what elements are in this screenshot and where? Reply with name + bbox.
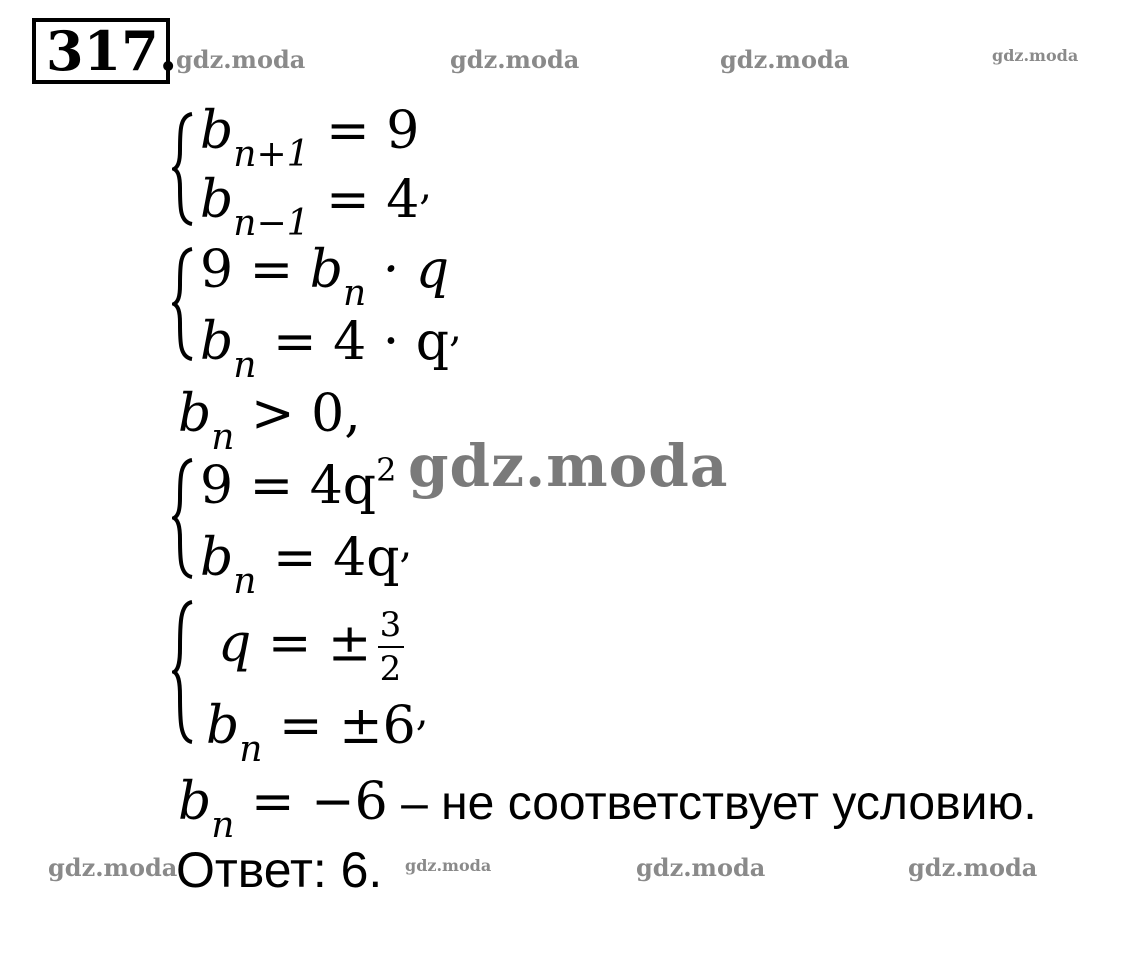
watermark: gdz.moda <box>405 856 492 875</box>
system4-line2: $b_n = \pm 6^,$ <box>206 689 429 770</box>
watermark: gdz.moda <box>636 853 766 882</box>
conclusion-line: $b_n = -6$ – не соответствует условию. <box>178 772 1037 846</box>
system4-line1: q = ± $\frac{3}{2}$ <box>218 608 404 686</box>
watermark: gdz.moda <box>176 45 306 74</box>
system1-line1: $b_{n+1} = 9$ <box>200 101 420 175</box>
system2-line1: $9 = b_n \cdot q$ <box>200 240 450 314</box>
watermark-large: gdz.moda <box>408 432 729 500</box>
system3-line1: $9 = 4q^2$ <box>200 451 397 516</box>
watermark: gdz.moda <box>48 853 178 882</box>
left-brace <box>172 598 196 746</box>
watermark: gdz.moda <box>992 46 1079 65</box>
left-brace <box>172 110 196 228</box>
watermark: gdz.moda <box>450 45 580 74</box>
condition-line: $b_n > 0$, <box>178 384 361 458</box>
watermark: gdz.moda <box>720 45 850 74</box>
system1-line2: $b_{n-1} = 4^,$ <box>200 163 432 244</box>
watermark: gdz.moda <box>908 853 1038 882</box>
problem-number: 317. <box>32 18 170 84</box>
left-brace <box>172 245 196 363</box>
answer: Ответ: 6. <box>176 842 383 898</box>
system2-line2: $b_n = 4 \cdot q^,$ <box>200 305 462 386</box>
system3-line2: $b_n = 4q^,$ <box>200 521 413 602</box>
left-brace <box>172 456 196 581</box>
